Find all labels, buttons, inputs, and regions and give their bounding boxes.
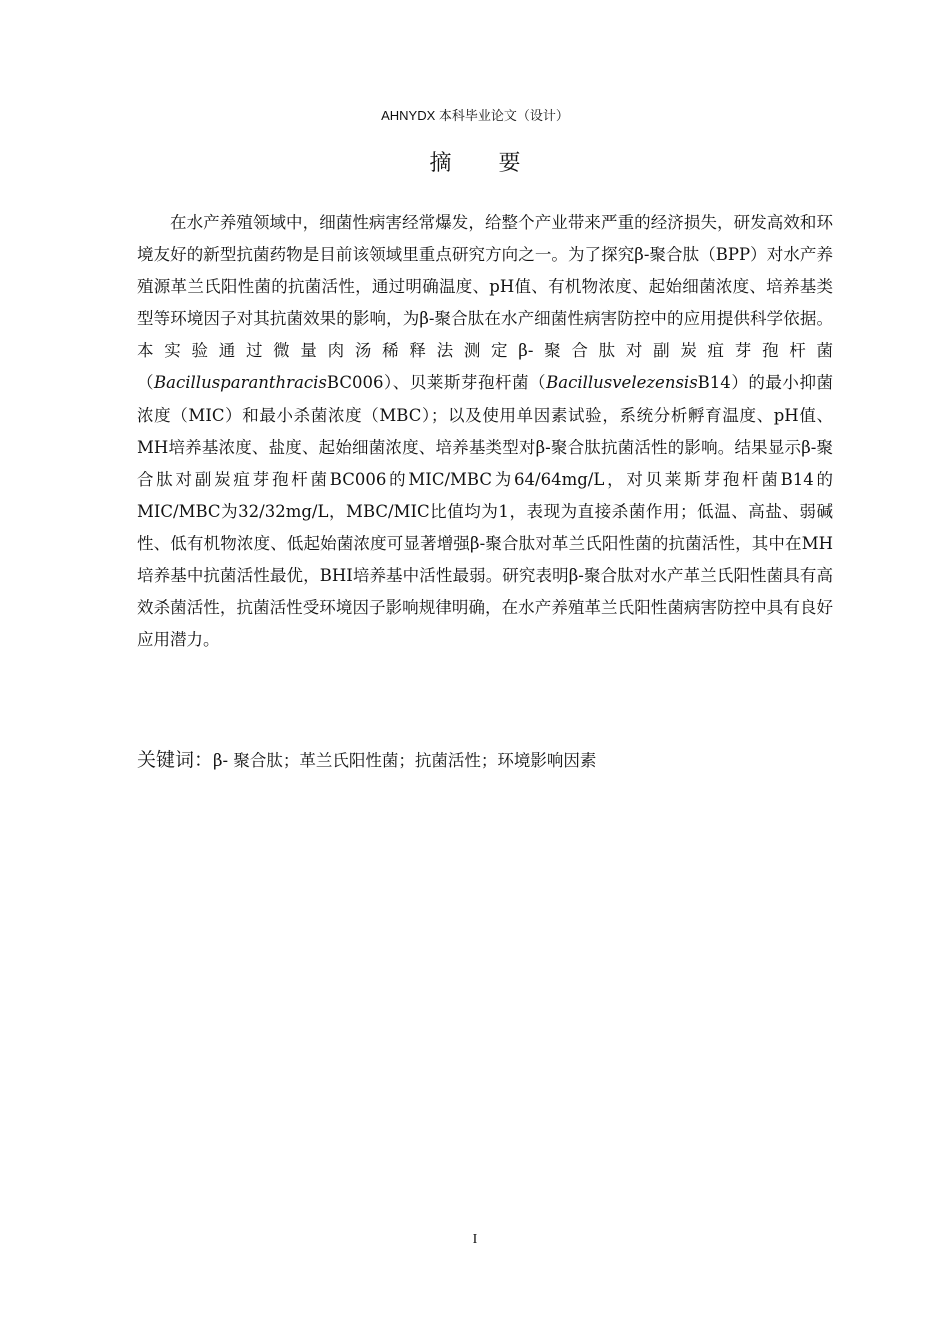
abstract-title: 摘 要: [429, 151, 541, 176]
keywords-label: 关键词：: [137, 749, 214, 771]
abstract-text-part-2: BC006）、贝莱斯芽孢杆菌（: [326, 373, 547, 393]
species-name-bacillus-velezensis: Bacillusvelezensis: [546, 373, 698, 393]
keywords-text: β- 聚合肽；革兰氏阳性菌；抗菌活性；环境影响因素: [213, 751, 597, 770]
abstract-body: [137, 207, 833, 656]
keywords-line: [137, 745, 833, 776]
abstract-text-part-3: B14）的最小抑菌浓度（MIC）和最小杀菌浓度（MBC）；以及使用单因素试验，系统分析孵育温度、pH值、MH培养基浓度、盐度、起始细菌浓度、培养基类型对β-聚合肽抗菌活性的影响。结果显示β-聚合肽对副炭疽芽孢杆菌BC006的MIC/MBC为64/64mg/L，对贝莱斯芽孢杆菌B14的MIC/MBC为32/32mg/L，MBC/MIC比值均为1，表现为直接杀菌作用；低温、高盐、弱碱性、低有机物浓度、低起始菌浓度可显著增强β-聚合肽对革兰氏阳性菌的抗菌活性，其中在MH培养基中抗菌活性最优，BHI培养基中活性最弱。研究表明β-聚合肽对水产革兰氏阳性菌具有高效杀菌活性，抗菌活性受环境因子影响规律明确，在水产养殖革兰氏阳性菌病害防控中具有良好应用潜力。: [137, 373, 834, 650]
page-number: I: [472, 1232, 478, 1247]
abstract-text-part-1: 在水产养殖领域中，细菌性病害经常爆发，给整个产业带来严重的经济损失，研发高效和环境友好的新型抗菌药物是目前该领域里重点研究方向之一。为了探究β-聚合肽（BPP）对水产养殖源革兰氏阳性菌的抗菌活性，通过明确温度、pH值、有机物浓度、起始细菌浓度、培养基类型等环境因子对其抗菌效果的影响，为β-聚合肽在水产细菌性病害防控中的应用提供科学依据。本实验通过微量肉汤稀释法测定β-聚合肽对副炭疽芽孢杆菌（: [137, 213, 833, 393]
page-header: AHNYDX 本科毕业论文（设计）: [381, 108, 569, 123]
species-name-bacillus-paranthracis: Bacillusparanthracis: [154, 373, 327, 393]
